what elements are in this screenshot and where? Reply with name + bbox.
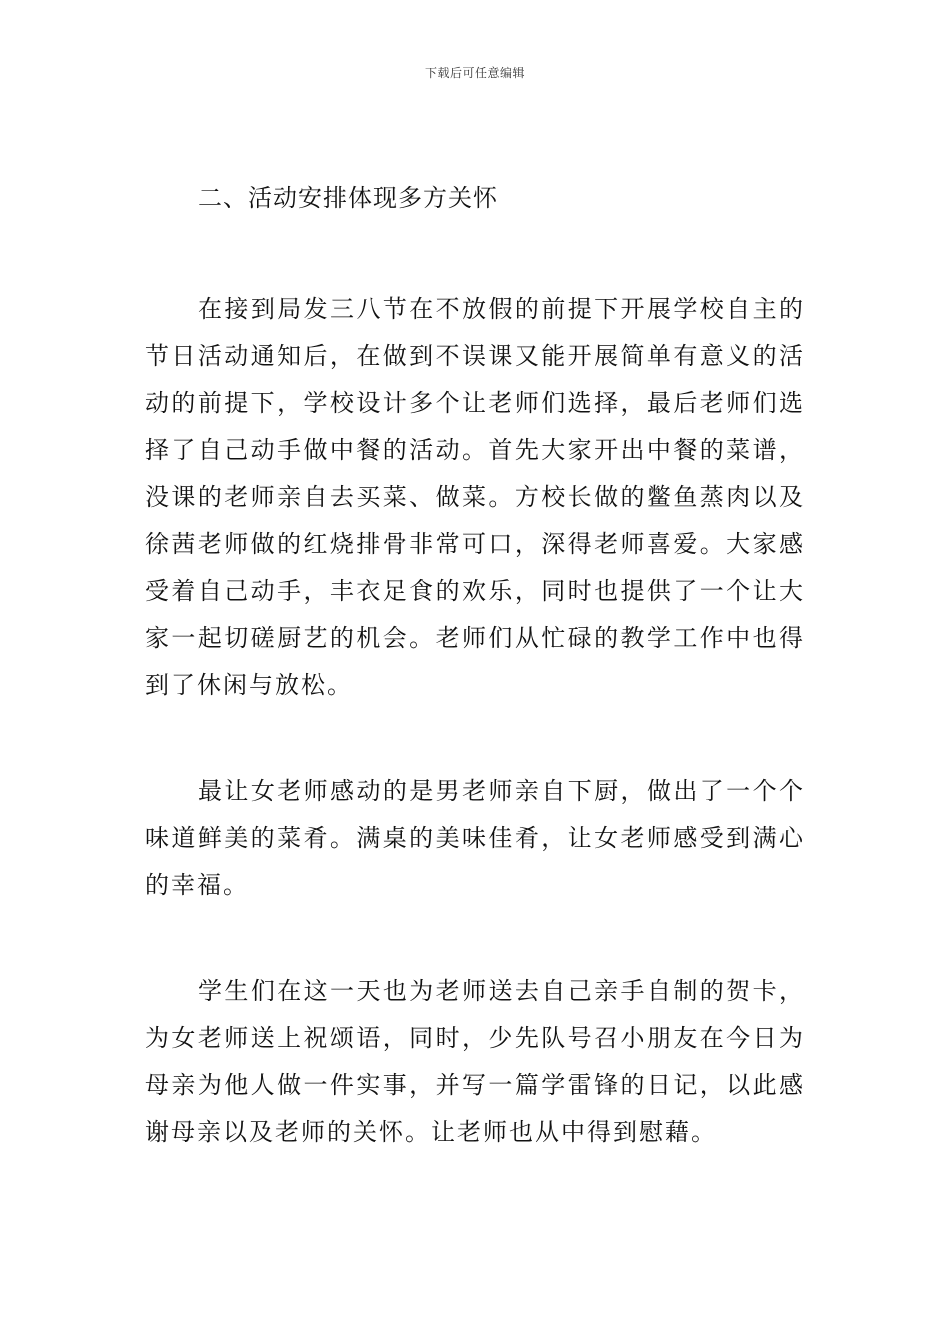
paragraph-2: 最让女老师感动的是男老师亲自下厨，做出了一个个味道鲜美的菜肴。满桌的美味佳肴，让女老师感受到满心的幸福。 bbox=[145, 777, 805, 899]
page-header-note: 下载后可任意编辑 bbox=[424, 66, 525, 80]
document-body bbox=[145, 176, 805, 1215]
paragraph-1: 在接到局发三八节在不放假的前提下开展学校自主的节日活动通知后，在做到不误课又能开展简单有意义的活动的前提下，学校设计多个让老师们选择，最后老师们选择了自己动手做中餐的活动。首先大家开出中餐的菜谱，没课的老师亲自去买菜、做菜。方校长做的鳖鱼蒸肉以及徐茜老师做的红烧排骨非常可口，深得老师喜爱。大家感受着自己动手，丰衣足食的欢乐，同时也提供了一个让大家一起切磋厨艺的机会。老师们从忙碌的教学工作中也得到了休闲与放松。 bbox=[145, 295, 805, 699]
paragraph-3: 学生们在这一天也为老师送去自己亲手自制的贺卡，为女老师送上祝颂语，同时，少先队号召小朋友在今日为母亲为他人做一件实事，并写一篇学雷锋的日记，以此感谢母亲以及老师的关怀。让老师也从中得到慰藉。 bbox=[145, 977, 805, 1146]
section-heading: 二、活动安排体现多方关怀 bbox=[198, 184, 498, 212]
